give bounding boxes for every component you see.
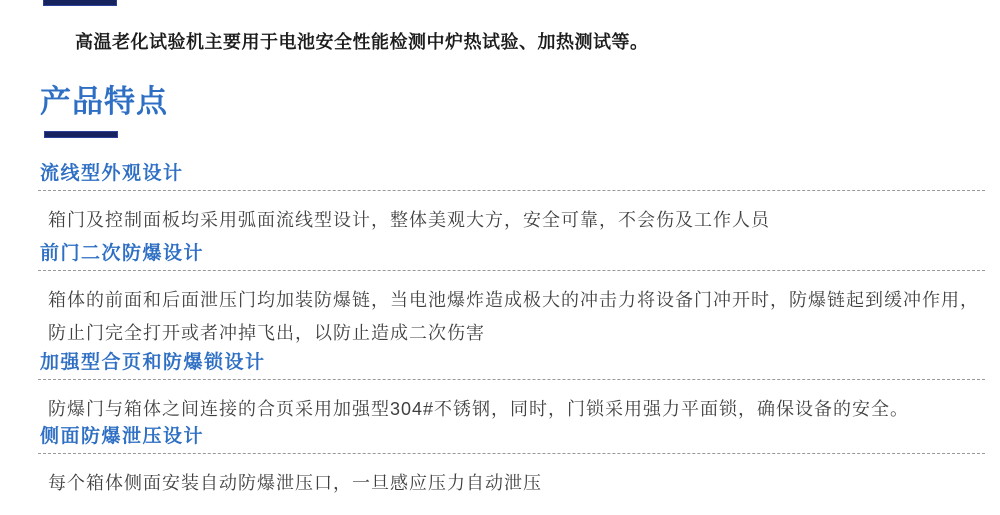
- feature-heading: 流线型外观设计: [38, 164, 985, 191]
- feature-section-hinge-lock: [38, 353, 985, 426]
- feature-section-side-pressure-relief: [38, 427, 985, 500]
- feature-body: [38, 204, 985, 237]
- feature-text: 每个箱体侧面安装自动防爆泄压口，一旦感应压力自动泄压: [48, 473, 542, 493]
- feature-section-streamline: [38, 164, 985, 237]
- feature-heading: 加强型合页和防爆锁设计: [38, 353, 985, 380]
- feature-heading: 侧面防爆泄压设计: [38, 427, 985, 454]
- feature-text: 防止门完全打开或者冲掉飞出，以防止造成二次伤害: [48, 323, 485, 343]
- feature-body: [38, 284, 985, 350]
- feature-text: 箱门及控制面板均采用弧面流线型设计，整体美观大方，安全可靠，不会伤及工作人员: [48, 210, 770, 230]
- feature-section-front-door-explosionproof: [38, 244, 985, 350]
- feature-text: 箱体的前面和后面泄压门均加装防爆链，当电池爆炸造成极大的冲击力将设备门冲开时，防爆链起到缓冲作用，: [48, 290, 979, 310]
- feature-body: [38, 467, 985, 500]
- top-accent-bar: [43, 0, 117, 6]
- page-title: 产品特点: [40, 84, 168, 119]
- feature-body: [38, 393, 985, 426]
- feature-text: 防爆门与箱体之间连接的合页采用加强型304#不锈钢，同时，门锁采用强力平面锁，确保设备的安全。: [48, 399, 910, 419]
- product-intro-text: 高温老化试验机主要用于电池安全性能检测中炉热试验、加热测试等。: [75, 32, 649, 52]
- feature-heading: 前门二次防爆设计: [38, 244, 985, 271]
- title-underline-bar: [44, 131, 118, 138]
